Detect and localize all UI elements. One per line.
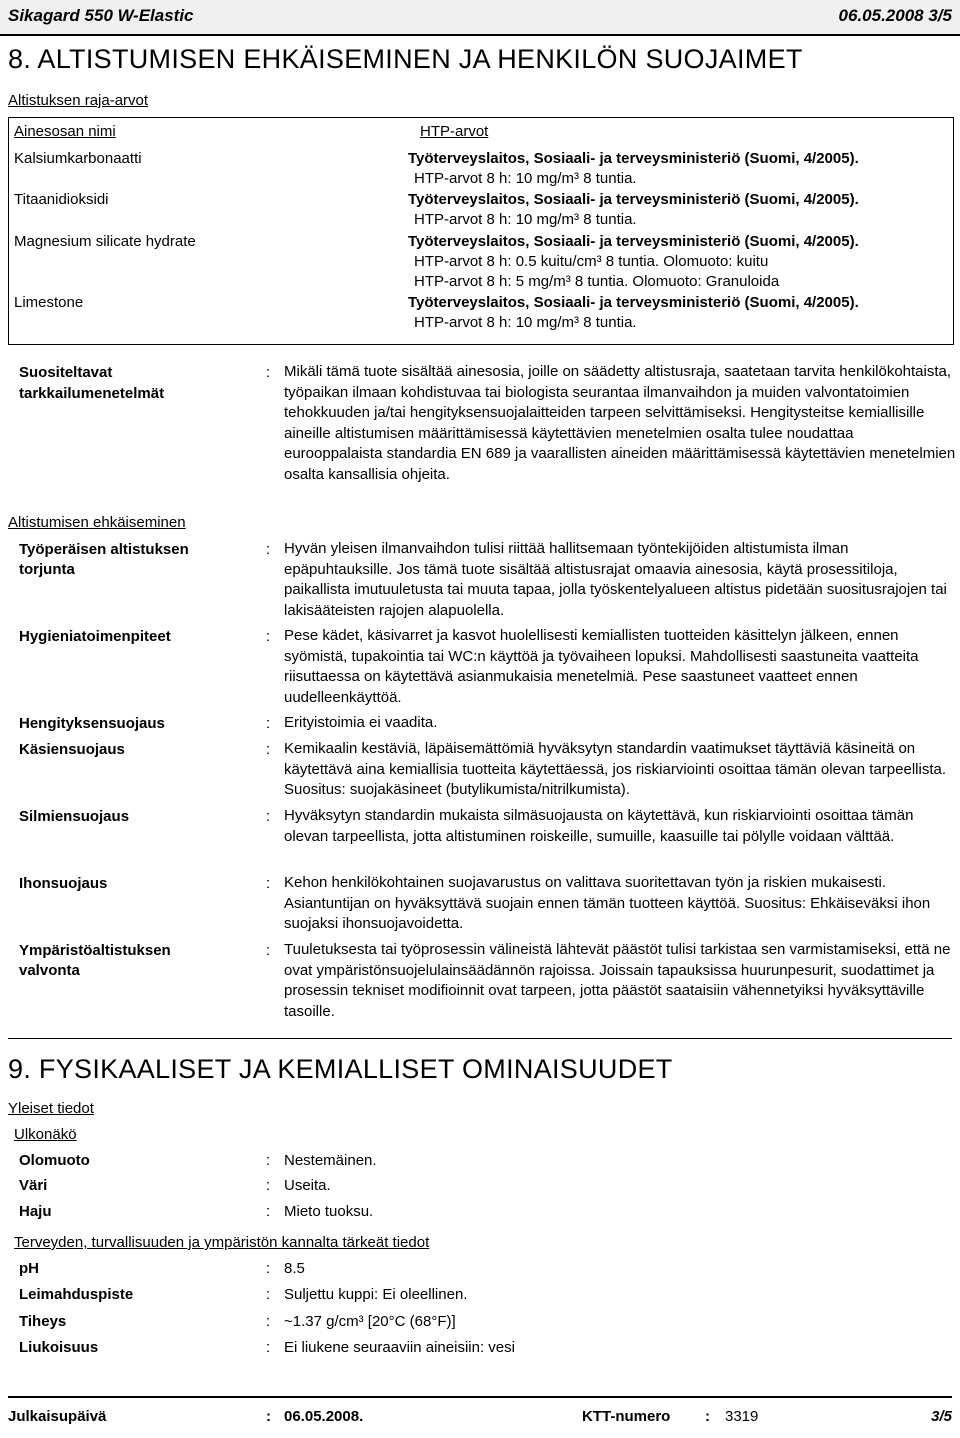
property-value: Ei liukene seuraaviin aineisiin: vesi bbox=[284, 1339, 515, 1356]
hygiene-text: Pese kädet, käsivarret ja kasvot huolellisesti kemiallisten tuotteiden käsittelyn jälkeen, ennen syömistä, tupakointia tai WC:n käyttöä ja työvaiheen lopuksi. Mahdollisesti saastuneita vaatteita riisuttaessa on käytettävä asianmukaisia menetelmiä. Pese saastuneet vaatteet ennen uudelleenkäyttöä. bbox=[284, 627, 919, 706]
table-row-value: HTP-arvot 8 h: 10 mg/m³ 8 tuntia. bbox=[414, 170, 637, 187]
page-number: 3/5 bbox=[931, 1408, 952, 1425]
document-title: Sikagard 550 W-Elastic bbox=[8, 6, 194, 25]
property-value: Suljettu kuppi: Ei oleellinen. bbox=[284, 1286, 468, 1303]
skin-label: Ihonsuojaus bbox=[19, 875, 108, 892]
footer-divider bbox=[8, 1396, 952, 1398]
table-row-value: HTP-arvot 8 h: 10 mg/m³ 8 tuntia. bbox=[414, 314, 637, 331]
table-row-source: Työterveyslaitos, Sosiaali- ja terveysministeriö (Suomi, 4/2005). bbox=[408, 150, 859, 167]
section-9-title: 9. FYSIKAALISET JA KEMIALLISET OMINAISUUDET bbox=[8, 1054, 673, 1084]
eye-text: Hyväksytyn standardin mukaista silmäsuojausta on käytettävä, kun riskiarviointi osoittaa tämän olevan tarpeellista, jotta altistuminen roiskeille, sumuille, kaasuille tai pölylle voidaan välttää. bbox=[284, 807, 914, 845]
prevention-title: Altistumisen ehkäiseminen bbox=[8, 514, 186, 531]
table-row-source: Työterveyslaitos, Sosiaali- ja terveysministeriö (Suomi, 4/2005). bbox=[408, 233, 859, 250]
respiratory-text: Erityistoimia ei vaadita. bbox=[284, 714, 438, 731]
property-label: pH bbox=[19, 1260, 39, 1277]
colon: : bbox=[266, 875, 271, 892]
occupational-text: Hyvän yleisen ilmanvaihdon tulisi riittää hallitsemaan työntekijöiden altistumista ilman epäpuhtauksille. Jos tämä tuote sisältää altistusrajat omaavia ainesosia, käytä prosessitiloja, paikallista imutuuletusta tai muuta tapaa, jolla työskentelyalueen altistus pidetään suositusrajojen tai lakisääteisten rajojen alapuolella. bbox=[284, 540, 947, 619]
colon: : bbox=[266, 808, 271, 825]
colon: : bbox=[266, 942, 271, 959]
colon: : bbox=[705, 1408, 710, 1425]
property-value: ~1.37 g/cm³ [20°C (68°F)] bbox=[284, 1313, 456, 1330]
colon: : bbox=[266, 1408, 271, 1425]
colon: : bbox=[266, 1260, 271, 1277]
eye-label: Silmiensuojaus bbox=[19, 808, 130, 825]
appearance-title: Ulkonäkö bbox=[14, 1126, 77, 1143]
hygiene-label: Hygieniatoimenpiteet bbox=[19, 628, 171, 645]
limits-title: Altistuksen raja-arvot bbox=[8, 92, 149, 109]
ktt-number-label: KTT-numero bbox=[582, 1408, 671, 1425]
publication-date-value: 06.05.2008. bbox=[284, 1408, 364, 1425]
property-label: Leimahduspiste bbox=[19, 1286, 134, 1303]
hand-text: Kemikaalin kestäviä, läpäisemättömiä hyväksytyn standardin vaatimukset täyttäviä käsineitä on käytettävä aina kemiallisia tuotteita käytettäessä, jos riskiarviointi osoittaa tämän olevan tarpeellista. Suositus: suojakäsineet (butylikumista/nitrilkumista). bbox=[284, 740, 946, 798]
colon: : bbox=[266, 741, 271, 758]
property-value: Useita. bbox=[284, 1177, 331, 1194]
section-divider bbox=[8, 1038, 952, 1039]
table-row-source: Työterveyslaitos, Sosiaali- ja terveysministeriö (Suomi, 4/2005). bbox=[408, 191, 859, 208]
health-title: Terveyden, turvallisuuden ja ympäristön kannalta tärkeät tiedot bbox=[14, 1234, 430, 1251]
property-label: Väri bbox=[19, 1177, 48, 1194]
colon: : bbox=[266, 1313, 271, 1330]
ktt-number-value: 3319 bbox=[725, 1408, 759, 1425]
colon: : bbox=[266, 1203, 271, 1220]
occupational-label-2: torjunta bbox=[19, 561, 75, 578]
property-value: Mieto tuoksu. bbox=[284, 1203, 374, 1220]
monitoring-label: Suositeltavat bbox=[19, 364, 113, 381]
table-row-value: HTP-arvot 8 h: 10 mg/m³ 8 tuntia. bbox=[414, 211, 637, 228]
property-label: Tiheys bbox=[19, 1313, 67, 1330]
table-row-name: Kalsiumkarbonaatti bbox=[14, 150, 142, 167]
skin-text: Kehon henkilökohtainen suojavarustus on valittava suoritettavan työn ja riskien mukaisesti. Asiantuntijan on hyväksyttävä suojain ennen tämän tuotteen käyttöä. Suositus: Ehkäiseväksi ihon suojaksi ihonsuojavoidetta. bbox=[284, 874, 931, 932]
property-label: Olomuoto bbox=[19, 1152, 90, 1169]
property-label: Haju bbox=[19, 1203, 52, 1220]
colon: : bbox=[266, 1177, 271, 1194]
environment-text: Tuuletuksesta tai työprosessin välineistä lähtevät päästöt tulisi tarkistaa sen varmistamiseksi, että ne ovat ympäristönsuojelulainsäädännön rajoissa. Joissain tapauksissa huurunpesurit, suodattimet ja prosessin tekniset modifioinnit ovat tarpeen, jotta päästöt saataisiin vähennetyiksi hyväksyttäville tasoille. bbox=[284, 941, 951, 1020]
colon: : bbox=[266, 1152, 271, 1169]
col-header-name: Ainesosan nimi bbox=[14, 123, 116, 140]
publication-date-label: Julkaisupäivä bbox=[8, 1408, 107, 1425]
respiratory-label: Hengityksensuojaus bbox=[19, 715, 165, 732]
colon: : bbox=[266, 364, 271, 381]
occupational-label: Työperäisen altistuksen bbox=[19, 541, 189, 558]
colon: : bbox=[266, 1286, 271, 1303]
general-title: Yleiset tiedot bbox=[8, 1100, 94, 1117]
col-header-htp: HTP-arvot bbox=[420, 123, 489, 140]
table-row-value: HTP-arvot 8 h: 0.5 kuitu/cm³ 8 tuntia. Olomuoto: kuitu bbox=[414, 253, 769, 270]
section-8-title: 8. ALTISTUMISEN EHKÄISEMINEN JA HENKILÖN SUOJAIMET bbox=[8, 44, 803, 74]
hand-label: Käsiensuojaus bbox=[19, 741, 125, 758]
colon: : bbox=[266, 541, 271, 558]
table-row-value: HTP-arvot 8 h: 5 mg/m³ 8 tuntia. Olomuoto: Granuloida bbox=[414, 273, 780, 290]
table-row-name: Titaanidioksidi bbox=[14, 191, 109, 208]
property-value: 8.5 bbox=[284, 1260, 305, 1277]
environment-label-2: valvonta bbox=[19, 962, 80, 979]
colon: : bbox=[266, 715, 271, 732]
monitoring-label-2: tarkkailumenetelmät bbox=[19, 385, 165, 402]
property-value: Nestemäinen. bbox=[284, 1152, 377, 1169]
table-row-name: Magnesium silicate hydrate bbox=[14, 233, 196, 250]
property-label: Liukoisuus bbox=[19, 1339, 99, 1356]
monitoring-text: Mikäli tämä tuote sisältää ainesosia, joille on säädetty altistusraja, saatetaan tarvita henkilökohtaista, työpaikan ilmaan kohdistuvaa tai biologista seurantaa ilmanvaihdon ja muiden valvontatoimien tehokkuuden ja/tai hengityksensuojalaitteiden tarpeen selvittämiseksi. Hengitysteitse kemiallisille aineille altistumisen määrittämisessä käytettävien menetelmien osalta tulee noudattaa eurooppalaista standardia EN 689 ja vaarallisten aineiden määrittämisessä käytettävien menetelmien osalta kansallisia ohjeita. bbox=[284, 363, 956, 483]
table-row-source: Työterveyslaitos, Sosiaali- ja terveysministeriö (Suomi, 4/2005). bbox=[408, 294, 859, 311]
colon: : bbox=[266, 1339, 271, 1356]
colon: : bbox=[266, 628, 271, 645]
table-row-name: Limestone bbox=[14, 294, 84, 311]
environment-label: Ympäristöaltistuksen bbox=[19, 942, 171, 959]
header-date-page: 06.05.2008 3/5 bbox=[838, 6, 952, 25]
